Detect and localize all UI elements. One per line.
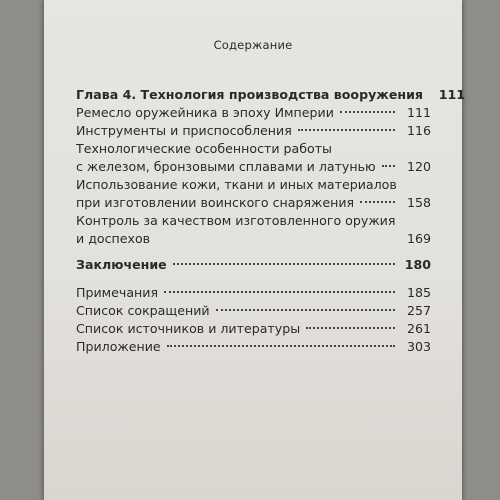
toc-page-number: 111 [438, 87, 465, 102]
toc-leader [298, 128, 395, 131]
toc-item-title: Приложение [76, 339, 161, 354]
toc-item-title: Инструменты и приспособления [76, 123, 292, 138]
toc-leader [340, 110, 395, 113]
toc-item-title: Список сокращений [76, 303, 210, 318]
toc-page-number: 120 [406, 159, 431, 174]
toc-appendix-item [76, 338, 431, 356]
toc-item-title-line2: с железом, бронзовыми сплавами и латунью [76, 159, 376, 174]
toc-page-number: 261 [406, 321, 431, 336]
toc-item [76, 212, 431, 248]
toc-item [76, 140, 431, 176]
toc-leader [156, 238, 395, 239]
toc-appendix-item [76, 320, 431, 338]
toc-page-number: 169 [406, 231, 431, 246]
toc-page-number: 158 [406, 195, 431, 210]
toc-leader [360, 200, 395, 203]
toc-page-number: 116 [406, 123, 431, 138]
toc-leader [382, 164, 395, 167]
page-header: Содержание [213, 38, 293, 52]
toc-page-number: 185 [406, 285, 431, 300]
toc-chapter-title: Глава 4. Технология производства вооружения [76, 87, 423, 102]
toc-appendix-item [76, 284, 431, 302]
toc-page-number: 257 [406, 303, 431, 318]
toc-item [76, 104, 431, 122]
toc-item-title: Примечания [76, 285, 159, 300]
toc-leader [167, 344, 395, 347]
toc-leader [164, 290, 395, 293]
toc-item [76, 176, 431, 212]
table-of-contents [76, 86, 465, 356]
toc-item-title: Ремесло оружейника в эпоху Империи [76, 105, 334, 120]
toc-item-title-line2: и доспехов [76, 231, 151, 246]
toc-appendix-item [76, 302, 431, 320]
toc-leader [173, 262, 395, 265]
toc-conclusion [76, 256, 431, 274]
toc-page-number: 111 [406, 105, 431, 120]
toc-leader [216, 308, 395, 311]
toc-page-number: 303 [406, 339, 431, 354]
toc-conclusion-title: Заключение [76, 257, 167, 272]
toc-item-title-line1: Использование кожи, ткани и иных материалов [76, 177, 397, 192]
toc-item-title: Список источников и литературы [76, 321, 301, 336]
toc-item-title-line1: Технологические особенности работы [76, 141, 332, 156]
toc-page-number: 180 [404, 257, 431, 272]
toc-item-title-line2: при изготовлении воинского снаряжения [76, 195, 355, 210]
toc-leader [306, 326, 395, 329]
toc-item-title-line1: Контроль за качеством изготовленного оружия [76, 213, 396, 228]
toc-chapter-4 [76, 86, 465, 104]
toc-item [76, 122, 431, 140]
book-page [44, 0, 465, 500]
